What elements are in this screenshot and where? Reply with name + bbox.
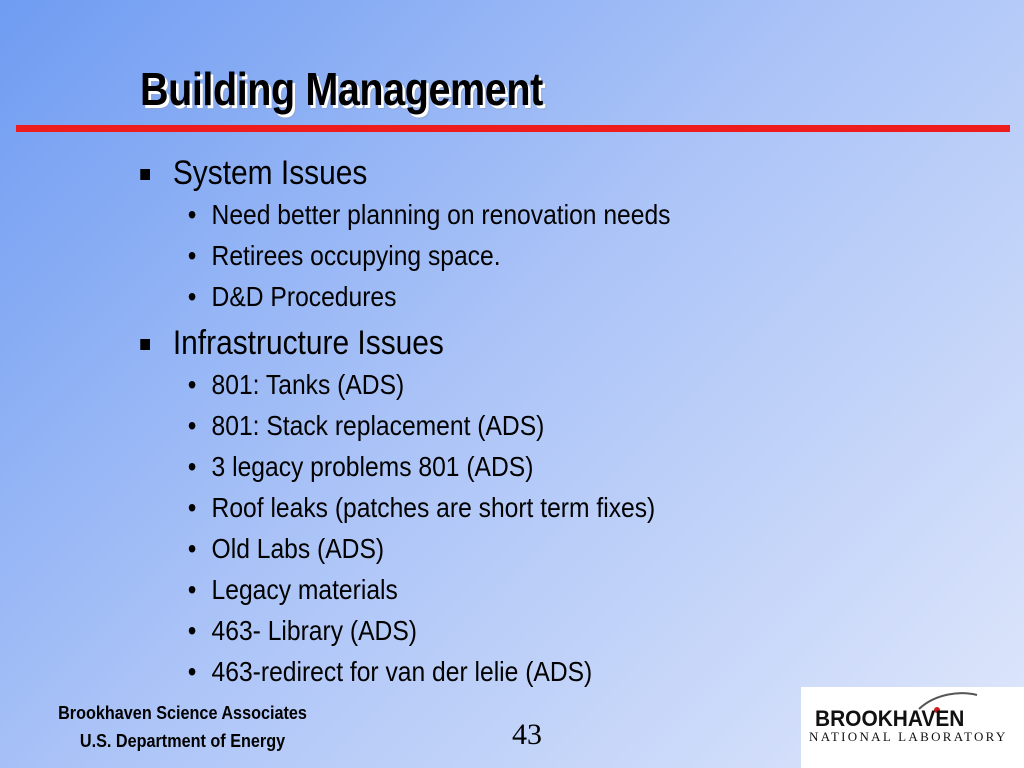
slide-content [135,150,804,692]
bullet-icon: • [187,451,197,482]
list-item: • Legacy materials [135,569,804,610]
list-item: • Old Labs (ADS) [135,528,804,569]
bullet-icon: • [187,533,197,564]
list-item: • 463- Library (ADS) [135,610,804,651]
list-item: • Roof leaks (patches are short term fixes) [135,487,804,528]
footer-organization [52,699,313,755]
bullet-icon: • [187,199,197,230]
section-label: Infrastructure Issues [172,324,444,362]
bullet-icon: • [187,656,197,687]
bullet-icon: • [187,615,197,646]
list-item: • 463-redirect for van der lelie (ADS) [135,651,804,692]
title-divider [16,125,1010,132]
list-item: • 801: Stack replacement (ADS) [135,405,804,446]
section-label: System Issues [172,154,368,192]
list-item: • 801: Tanks (ADS) [135,364,804,405]
footer-org-line1: Brookhaven Science Associates [58,703,307,723]
footer-org-line2: U.S. Department of Energy [79,731,286,751]
list-item: • 3 legacy problems 801 (ADS) [135,446,804,487]
logo-subtitle: NATIONAL LABORATORY [809,729,1008,744]
list-item: • Retirees occupying space. [135,235,804,276]
bullet-icon: • [187,369,197,400]
bullet-icon: • [187,281,197,312]
page-number: 43 [512,718,542,751]
section-system-issues [135,152,804,194]
brookhaven-logo [801,687,1024,768]
slide-title: Building Management [140,63,543,115]
square-bullet-icon [140,339,150,350]
section-infrastructure-issues [135,322,804,364]
list-item: • Need better planning on renovation needs [135,194,804,235]
list-item: • D&D Procedures [135,276,804,317]
bullet-icon: • [187,574,197,605]
bullet-icon: • [187,240,197,271]
bullet-icon: • [187,410,197,441]
bullet-icon: • [187,492,197,523]
square-bullet-icon [140,169,150,180]
logo-wordmark: BROOKHAVEN [815,706,965,731]
